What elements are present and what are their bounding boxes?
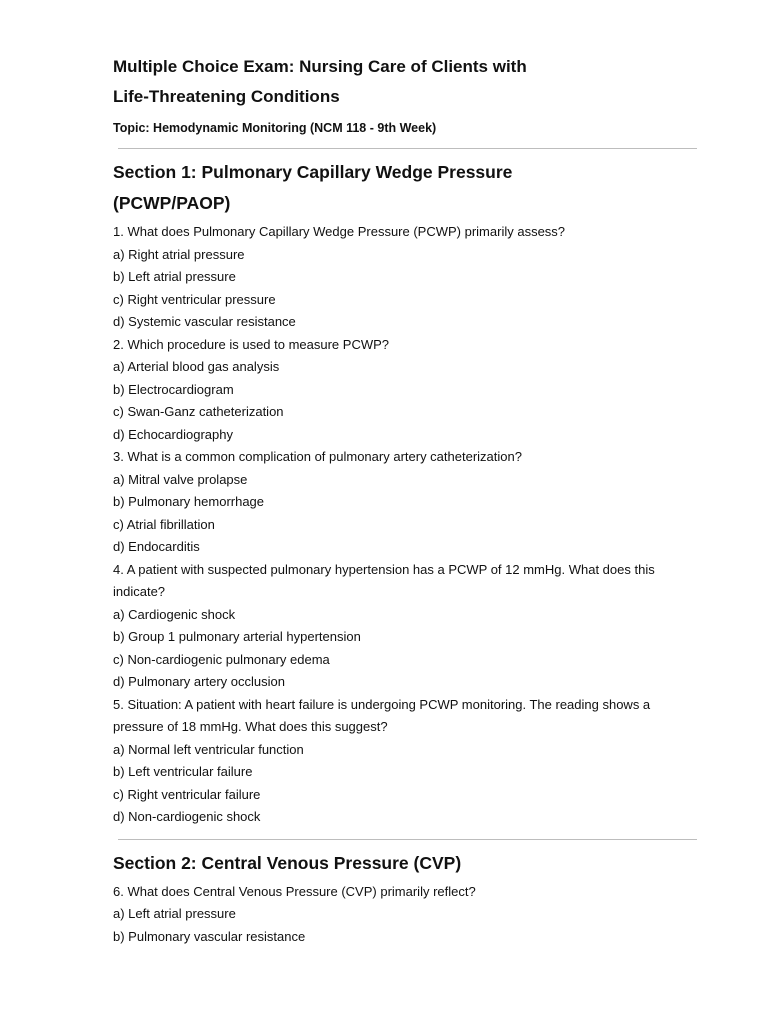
answer-option: d) Echocardiography: [113, 426, 233, 442]
exam-title-line-2: Life-Threatening Conditions: [113, 87, 340, 106]
answer-option: c) Right ventricular failure: [113, 786, 261, 802]
answer-option: c) Swan-Ganz catheterization: [113, 404, 284, 419]
question-text: pressure of 18 mmHg. What does this suggest?: [113, 719, 388, 734]
section-1-title-line-2: (PCWP/PAOP): [113, 193, 231, 213]
answer-option: d) Systemic vascular resistance: [113, 314, 296, 329]
section-1-questions: [113, 221, 703, 829]
answer-option: d) Endocarditis: [113, 539, 200, 554]
answer-option: b) Pulmonary hemorrhage: [113, 494, 265, 509]
section-2-title: [113, 848, 703, 879]
answer-option: b) Left ventricular failure: [113, 764, 253, 779]
question-text: 4. A patient with suspected pulmonary hypertension has a PCWP of 12 mmHg. What does this: [113, 561, 655, 577]
answer-option: c) Non-cardiogenic pulmonary edema: [113, 651, 330, 667]
answer-option: b) Pulmonary vascular resistance: [113, 928, 306, 944]
answer-option: b) Left atrial pressure: [113, 269, 236, 284]
answer-option: a) Left atrial pressure: [113, 906, 236, 921]
section-2-title-line-1: Section 2: Central Venous Pressure (CVP): [113, 852, 462, 873]
answer-option: d) Non-cardiogenic shock: [113, 809, 261, 824]
question-text: 2. Which procedure is used to measure PCWP?: [113, 336, 390, 352]
exam-topic: Topic: Hemodynamic Monitoring (NCM 118 - 9th Week): [113, 121, 437, 135]
exam-title-line-1: Multiple Choice Exam: Nursing Care of Clients with: [113, 57, 527, 76]
answer-option: a) Mitral valve prolapse: [113, 471, 248, 487]
exam-document: [113, 48, 703, 948]
question-text: indicate?: [113, 584, 166, 599]
divider: [118, 839, 697, 840]
section-1-title: [113, 157, 703, 219]
question-text: 5. Situation: A patient with heart failure is undergoing PCWP monitoring. The reading shows a: [113, 696, 651, 712]
exam-title: [113, 52, 703, 112]
answer-option: b) Electrocardiogram: [113, 381, 234, 397]
answer-option: c) Right ventricular pressure: [113, 291, 276, 307]
question-text: 1. What does Pulmonary Capillary Wedge Pressure (PCWP) primarily assess?: [113, 224, 566, 239]
answer-option: c) Atrial fibrillation: [113, 516, 215, 532]
answer-option: a) Arterial blood gas analysis: [113, 359, 280, 374]
divider: [118, 148, 697, 149]
question-text: 6. What does Central Venous Pressure (CVP) primarily reflect?: [113, 883, 476, 899]
section-2-questions: [113, 881, 703, 949]
answer-option: d) Pulmonary artery occlusion: [113, 674, 285, 689]
question-text: 3. What is a common complication of pulmonary artery catheterization?: [113, 449, 522, 464]
answer-option: a) Cardiogenic shock: [113, 606, 236, 622]
answer-option: b) Group 1 pulmonary arterial hypertension: [113, 629, 361, 644]
answer-option: a) Right atrial pressure: [113, 246, 245, 262]
answer-option: a) Normal left ventricular function: [113, 741, 304, 757]
section-1-title-line-1: Section 1: Pulmonary Capillary Wedge Pressure: [113, 162, 513, 182]
